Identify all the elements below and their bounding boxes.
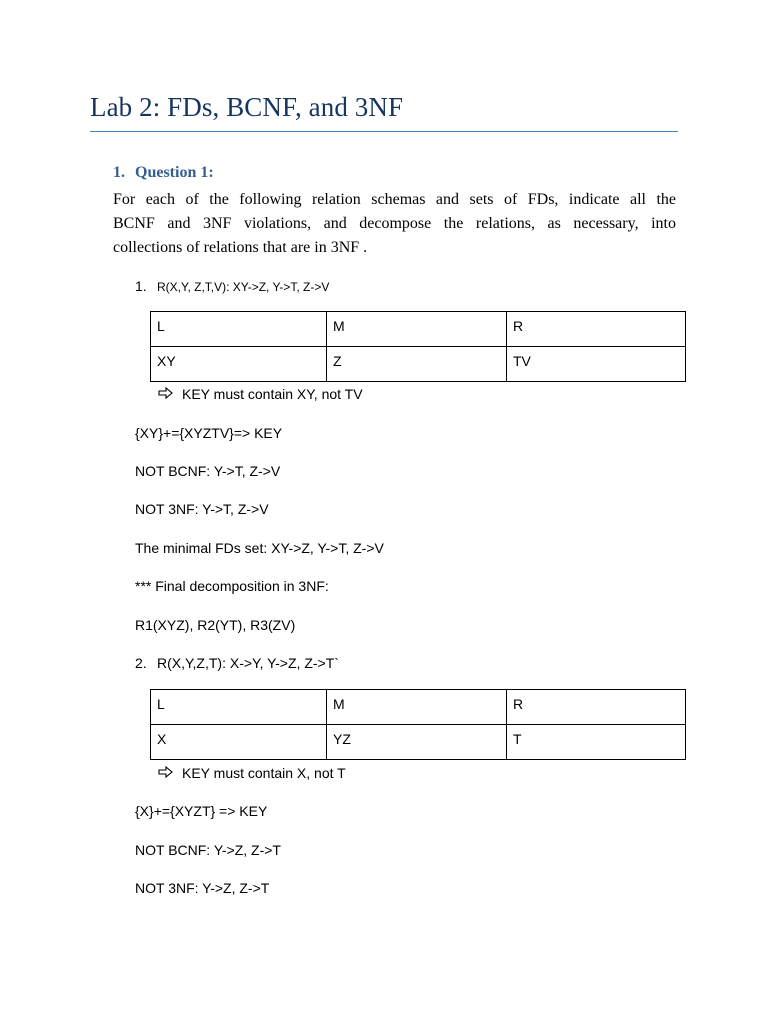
item-2-heading [135, 655, 339, 671]
item-1-closure: {XY}+={XYZTV}=> KEY [135, 425, 283, 441]
item-1-number: 1. [135, 278, 147, 294]
question-number: 1. [113, 164, 125, 181]
table-cell: Z [327, 347, 507, 382]
table-header-row [151, 312, 686, 347]
table-cell: M [327, 690, 507, 725]
item-1-table [150, 311, 686, 382]
item-1-minimal-fds: The minimal FDs set: XY->Z, Y->T, Z->V [135, 540, 384, 556]
intro-line: BCNF and 3NF violations, and decompose the relations, as necessary, into [113, 215, 676, 232]
table-cell: X [151, 725, 327, 760]
table-cell: TV [507, 347, 686, 382]
table-row [151, 347, 686, 382]
item-1-key-note [158, 386, 363, 402]
intro-line: collections of relations that are in 3NF . [113, 239, 368, 256]
table-cell: M [327, 312, 507, 347]
item-2-closure: {X}+={XYZT} => KEY [135, 803, 268, 819]
item-2-bcnf: NOT BCNF: Y->Z, Z->T [135, 842, 281, 858]
item-2-key-note [158, 765, 346, 781]
table-cell: R [507, 690, 686, 725]
document-title: Lab 2: FDs, BCNF, and 3NF [90, 92, 404, 122]
item-1-3nf: NOT 3NF: Y->T, Z->V [135, 501, 269, 517]
table-cell: L [151, 690, 327, 725]
question-intro [113, 188, 676, 260]
intro-line: For each of the following relation schemas and sets of FDs, indicate all the [113, 191, 676, 208]
item-1-schema: R(X,Y, Z,T,V): XY->Z, Y->T, Z->V [157, 280, 330, 294]
item-1-heading [135, 278, 329, 294]
question-heading [113, 164, 214, 182]
table-cell: R [507, 312, 686, 347]
title-underline [90, 131, 678, 132]
table-row [151, 725, 686, 760]
item-1-bcnf: NOT BCNF: Y->T, Z->V [135, 463, 281, 479]
key-note-text: KEY must contain X, not T [182, 765, 346, 781]
question-label: Question 1: [135, 164, 214, 181]
item-2-3nf: NOT 3NF: Y->Z, Z->T [135, 880, 270, 896]
table-header-row [151, 690, 686, 725]
table-cell: L [151, 312, 327, 347]
item-1-decomposition: R1(XYZ), R2(YT), R3(ZV) [135, 617, 296, 633]
key-note-text: KEY must contain XY, not TV [182, 386, 363, 402]
right-arrow-icon [158, 765, 182, 781]
table-cell: T [507, 725, 686, 760]
item-1-final-heading: *** Final decomposition in 3NF: [135, 578, 329, 594]
item-2-number: 2. [135, 655, 147, 671]
table-cell: XY [151, 347, 327, 382]
item-2-schema: R(X,Y,Z,T): X->Y, Y->Z, Z->T` [157, 655, 339, 671]
item-2-table [150, 689, 686, 760]
right-arrow-icon [158, 386, 182, 402]
table-cell: YZ [327, 725, 507, 760]
